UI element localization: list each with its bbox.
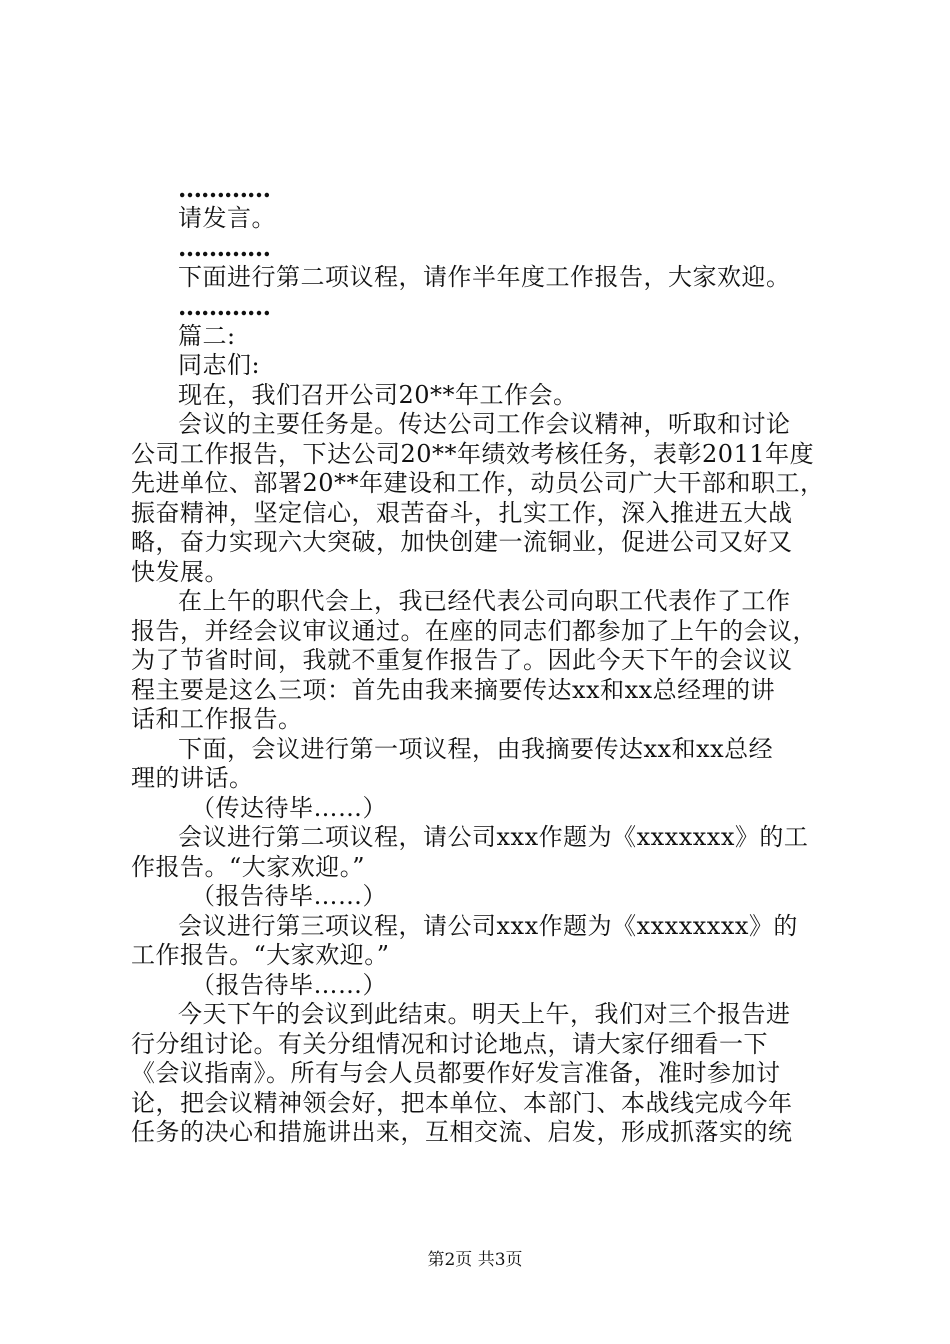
text-line: （传达待毕……） — [191, 793, 387, 822]
text-line: 话和工作报告。 — [131, 705, 303, 733]
text-line: 论，把会议精神领会好，把本单位、本部门、本战线完成今年 — [131, 1088, 793, 1117]
text-line: 行分组讨论。有关分组情况和讨论地点，请大家仔细看一下 — [131, 1029, 768, 1058]
text-line: 为了节省时间，我就不重复作报告了。因此今天下午的会议议 — [131, 646, 793, 674]
text-line: 今天下午的会议到此结束。明天上午，我们对三个报告进 — [178, 1000, 791, 1028]
page-footer: 第2页 共3页 — [427, 1250, 523, 1270]
text-line: 在上午的职代会上，我已经代表公司向职工代表作了工作 — [178, 587, 791, 615]
text-line: （报告待毕……） — [191, 882, 387, 910]
text-line: 快发展。 — [131, 557, 229, 586]
text-line: 下面进行第二项议程，请作半年度工作报告，大家欢迎。 — [178, 262, 791, 291]
text-line: 下面，会议进行第一项议程，由我摘要传达xx和xx总经 — [178, 734, 774, 763]
document-body — [131, 174, 831, 1148]
text-line: 任务的决心和措施讲出来，互相交流、启发，形成抓落实的统 — [131, 1118, 793, 1146]
text-line: 程主要是这么三项：首先由我来摘要传达xx和xx总经理的讲 — [131, 675, 776, 704]
text-line: 先进单位、部署20**年建设和工作，动员公司广大干部和职工， — [131, 469, 825, 497]
text-line: ………… — [178, 292, 270, 321]
text-line: 略，奋力实现六大突破，加快创建一流铜业，促进公司又好又 — [131, 528, 793, 556]
text-line: 现在，我们召开公司20**年工作会。 — [178, 380, 578, 409]
text-line: 请发言。 — [178, 203, 276, 232]
text-line: 振奋精神，坚定信心，艰苦奋斗，扎实工作，深入推进五大战 — [131, 498, 793, 527]
text-line: ………… — [178, 174, 270, 203]
text-line: 会议的主要任务是。传达公司工作会议精神，听取和讨论 — [178, 410, 791, 438]
text-line: 作报告。“大家欢迎。” — [131, 852, 366, 881]
text-line: 会议进行第三项议程，请公司xxx作题为《xxxxxxxx》的 — [178, 911, 798, 940]
text-line: （报告待毕……） — [191, 970, 387, 999]
text-line: 报告，并经会议审议通过。在座的同志们都参加了上午的会议， — [131, 616, 817, 645]
text-line: ………… — [178, 233, 270, 262]
text-line: 理的讲话。 — [131, 764, 254, 792]
text-line: 公司工作报告，下达公司20**年绩效考核任务，表彰2011年度 — [131, 439, 815, 468]
text-line: 《会议指南》。所有与会人员都要作好发言准备，准时参加讨 — [131, 1059, 781, 1087]
text-line: 篇二: — [178, 321, 236, 350]
text-line: 同志们: — [178, 351, 261, 379]
text-line: 工作报告。“大家欢迎。” — [131, 941, 390, 969]
text-line: 会议进行第二项议程，请公司xxx作题为《xxxxxxx》的工 — [178, 823, 809, 851]
